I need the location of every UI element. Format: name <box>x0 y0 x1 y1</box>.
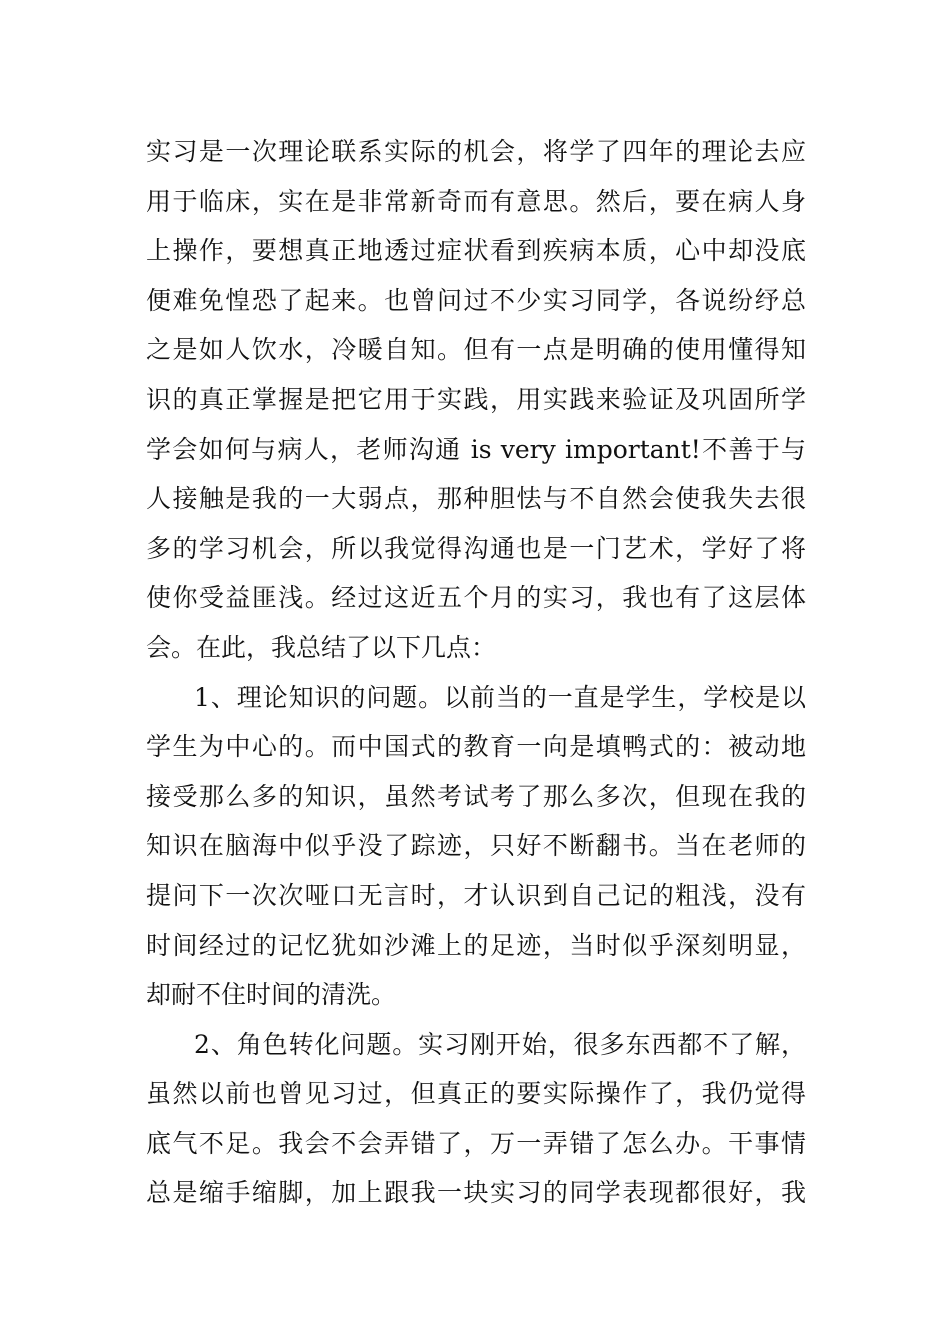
text-line: 2、角色转化问题。实习刚开始，很多东西都不了解， <box>194 1029 806 1059</box>
text-line: 人接触是我的一大弱点，那种胆怯与不自然会使我失去很 <box>146 484 806 514</box>
text-line: 实习是一次理论联系实际的机会，将学了四年的理论去应 <box>146 137 806 166</box>
text-line: 接受那么多的知识，虽然考试考了那么多次，但现在我的 <box>146 781 806 811</box>
text-line: 知识在脑海中似乎没了踪迹，只好不断翻书。当在老师的 <box>146 831 806 861</box>
document-body <box>146 127 806 1218</box>
text-line: 虽然以前也曾见习过，但真正的要实际操作了，我仍觉得 <box>146 1079 806 1109</box>
text-line: 却耐不住时间的清洗。 <box>146 980 397 1010</box>
text-line: 1、理论知识的问题。以前当的一直是学生，学校是以 <box>194 682 806 712</box>
text-line: 底气不足。我会不会弄错了，万一弄错了怎么办。干事情 <box>146 1128 806 1158</box>
text-line: 识的真正掌握是把它用于实践，用实践来验证及巩固所学 <box>146 384 806 414</box>
text-line: 之是如人饮水，冷暖自知。但有一点是明确的使用懂得知 <box>146 335 806 365</box>
text-line: 用于临床，实在是非常新奇而有意思。然后，要在病人身 <box>146 186 806 216</box>
text-line: 学生为中心的。而中国式的教育一向是填鸭式的：被动地 <box>146 732 806 762</box>
text-line: 便难免惶恐了起来。也曾问过不少实习同学，各说纷纾总 <box>146 285 806 315</box>
text-line: 时间经过的记忆犹如沙滩上的足迹，当时似乎深刻明显， <box>146 930 806 960</box>
text-line: 总是缩手缩脚，加上跟我一块实习的同学表现都很好，我 <box>146 1178 806 1208</box>
text-line: 学会如何与病人，老师沟通 is very important!不善于与 <box>146 434 806 464</box>
text-line: 会。在此，我总结了以下几点： <box>146 632 497 662</box>
text-line: 多的学习机会，所以我觉得沟通也是一门艺术，学好了将 <box>146 533 806 563</box>
text-line: 提问下一次次哑口无言时，才认识到自己记的粗浅，没有 <box>146 880 806 910</box>
text-line: 上操作，要想真正地透过症状看到疾病本质，心中却没底 <box>146 236 806 266</box>
text-line: 使你受益匪浅。经过这近五个月的实习，我也有了这层体 <box>146 583 806 613</box>
